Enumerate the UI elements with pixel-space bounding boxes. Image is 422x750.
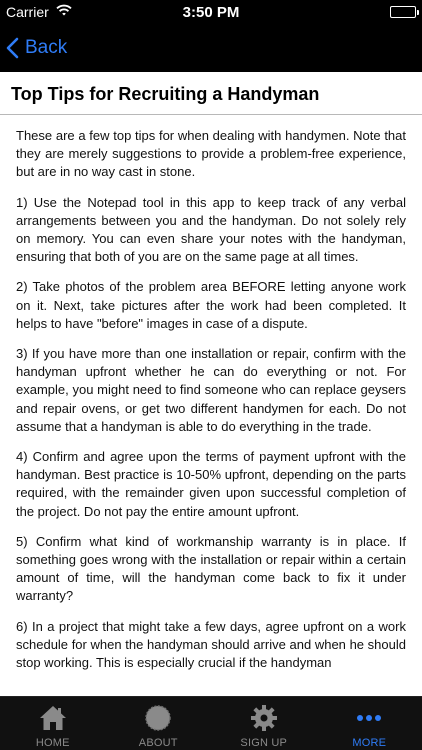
tab-home-label: HOME [35, 737, 70, 749]
article-paragraph: 6) In a project that might take a few days, agree upfront on a work schedule for when the handyman should arrive and when he should stop working. This is especially crucial if the handyman [16, 618, 406, 671]
status-time: 3:50 PM [182, 4, 240, 21]
article-body [0, 115, 422, 672]
article-paragraph: 4) Confirm and agree upon the terms of payment upfront with the handyman. Best practice is 10-50% upfront, depending on the parts required, with the remainder given upon successful completion of the project. Do not pay the entire amount upfront. [16, 449, 406, 519]
tab-sign-up[interactable] [211, 697, 317, 750]
article-view[interactable] [0, 72, 422, 696]
battery-icon [390, 6, 416, 18]
chevron-left-icon [6, 37, 19, 59]
article-paragraph: 5) Confirm what kind of workmanship warranty is in place. If something goes wrong with the installation or repair within a certain amount of time, will the handyman come back to fix it under warranty? [16, 533, 406, 604]
tab-bar [0, 696, 422, 750]
article-paragraph: These are a few top tips for when dealing with handymen. Note that they are merely suggestions to provide a problem-free experience, but are in no way cast in stone. [16, 128, 406, 180]
article-paragraph: 2) Take photos of the problem area BEFORE letting anyone work on it. Next, take pictures after the work had been completed. It helps to have "before" images in case of a dispute. [16, 279, 406, 331]
article-paragraph: 3) If you have more than one installation or repair, confirm with the handyman upfront whether he can do everything or not. For example, you might need to find someone who can replace geysers and repair ovens, or get two different handymen for each. Do not assume that a handyman is able to do everything in the trade. [16, 346, 406, 434]
home-icon [37, 703, 69, 733]
status-bar [0, 0, 422, 24]
tab-about[interactable] [106, 697, 212, 750]
more-icon [353, 703, 385, 733]
tab-more-label: MORE [352, 737, 387, 749]
page-title: Top Tips for Recruiting a Handyman [11, 84, 320, 104]
navigation-bar [0, 24, 422, 72]
tab-more[interactable] [317, 697, 422, 750]
gear-icon [248, 703, 280, 733]
back-button[interactable] [6, 32, 67, 64]
tab-home[interactable] [0, 697, 106, 750]
tab-sign-up-label: SIGN UP [240, 737, 288, 749]
carrier-label: Carrier [6, 4, 49, 20]
tab-about-label: ABOUT [138, 737, 178, 749]
about-icon [142, 703, 174, 733]
article-paragraph: 1) Use the Notepad tool in this app to keep track of any verbal arrangements between you and the handyman. Do not solely rely on memory. You can even share your notes with the handyman, ensuring that both of you are on the same page at all times. [16, 194, 406, 265]
back-button-label: Back [25, 37, 68, 58]
